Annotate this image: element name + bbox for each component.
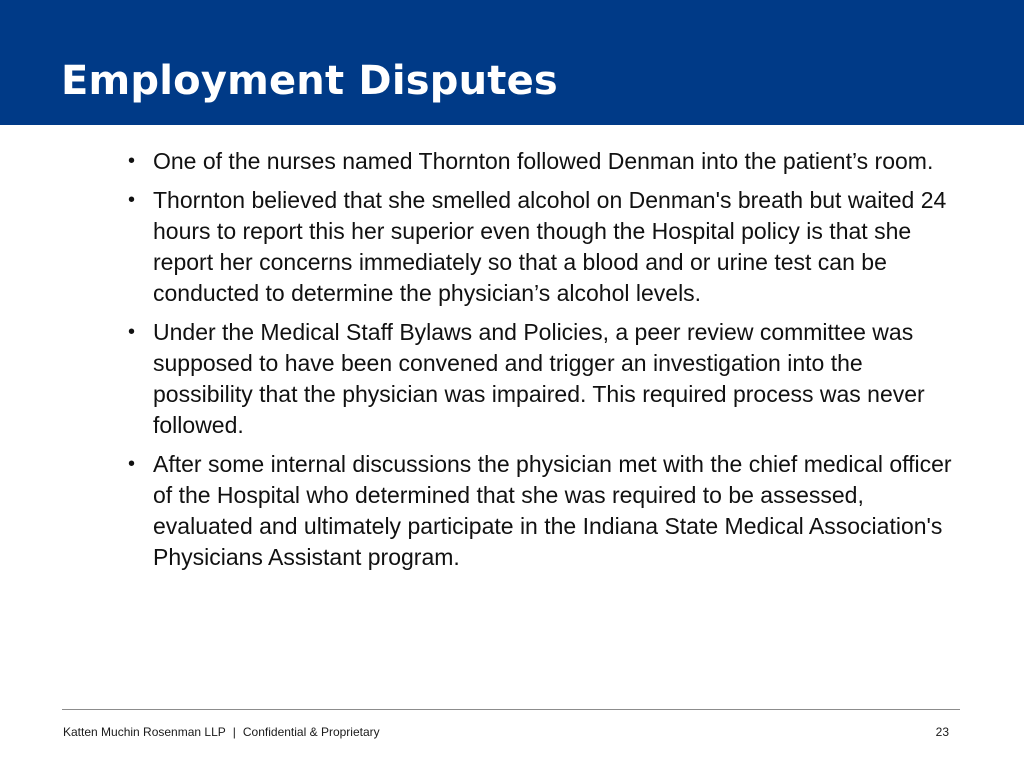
title-banner [0, 0, 1024, 125]
footer-label [63, 725, 380, 739]
footer-separator: | [232, 725, 236, 739]
bullet-item [128, 317, 968, 441]
bullet-item [128, 449, 968, 573]
footer-confidentiality: Confidential & Proprietary [242, 725, 380, 739]
footer-divider [62, 709, 960, 710]
slide-content [128, 146, 968, 581]
bullet-text: Under the Medical Staff Bylaws and Policies, a peer review committee was supposed to have been convened and trigger an investigation into the possibility that the physician was impaired. This required process was never followed. [153, 319, 925, 438]
footer-firm-name: Katten Muchin Rosenman LLP [63, 725, 226, 739]
bullet-icon: • [128, 150, 136, 172]
bullet-icon: • [128, 453, 136, 475]
bullet-icon: • [128, 321, 136, 343]
bullet-text: One of the nurses named Thornton followed Denman into the patient’s room. [153, 148, 934, 174]
slide-title: Employment Disputes [61, 58, 558, 104]
bullet-list [128, 146, 968, 573]
bullet-text: After some internal discussions the physician met with the chief medical officer of the Hospital who determined that she was required to be assessed, evaluated and ultimately participate in the Indiana State Medical Association's Physicians Assistant program. [153, 451, 952, 570]
page-number: 23 [935, 725, 949, 739]
bullet-item [128, 185, 968, 309]
bullet-item [128, 146, 968, 177]
bullet-text: Thornton believed that she smelled alcohol on Denman's breath but waited 24 hours to report this her superior even though the Hospital policy is that she report her concerns immediately so that a blood and or urine test can be conducted to determine the physician’s alcohol levels. [153, 187, 947, 306]
bullet-icon: • [128, 189, 136, 211]
